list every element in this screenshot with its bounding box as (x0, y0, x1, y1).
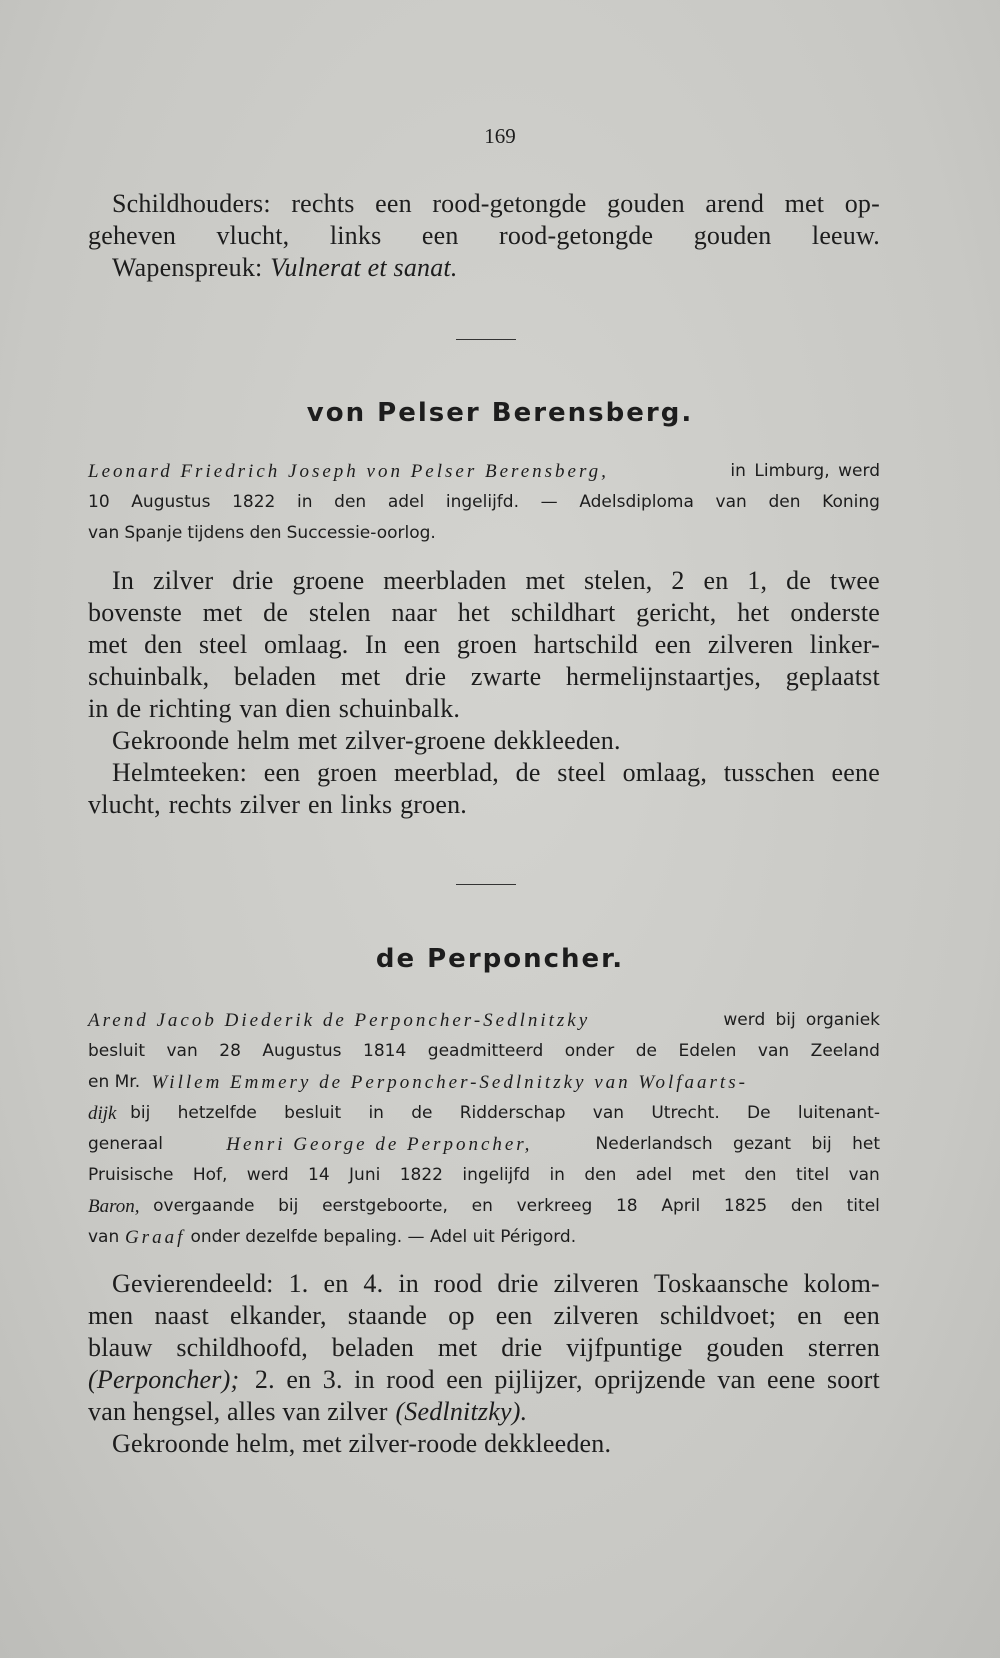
word: drie (497, 1269, 539, 1298)
section1-body (88, 565, 880, 821)
word: en (307, 790, 333, 819)
word: soort (826, 1365, 880, 1394)
word: omlaag, (622, 758, 708, 787)
word: In (112, 566, 135, 595)
word: de (411, 1103, 433, 1123)
text-run: Gekroonde helm, met zilver-roode dekkleeden. (112, 1429, 612, 1458)
word: dekkleeden. (493, 726, 621, 755)
word: in (730, 461, 746, 481)
section2-body-cont (88, 1364, 880, 1460)
word: Augustus (262, 1041, 342, 1061)
word: van (848, 1165, 880, 1185)
section1-intro (88, 456, 880, 549)
word: schildhart (510, 598, 616, 627)
section2-intro (88, 1005, 880, 1253)
word: van (239, 694, 278, 723)
word: op- (844, 189, 880, 218)
word: Schildhouders: (112, 189, 271, 218)
text-run (723, 1005, 880, 1036)
word: steel (557, 758, 606, 787)
section-title-perponcher: de Perponcher. (375, 944, 625, 974)
word: den (144, 630, 183, 659)
word: overgaande (153, 1196, 255, 1216)
word: het (737, 598, 770, 627)
word: 14 (308, 1165, 330, 1185)
text-line (88, 1364, 880, 1396)
word: zilveren (553, 1269, 639, 1298)
text-run: van (88, 1227, 120, 1247)
word: rood-getongde (499, 221, 654, 250)
word: den (790, 1196, 823, 1216)
section-divider (456, 884, 516, 885)
word: van (715, 492, 747, 512)
word: een (495, 1301, 533, 1330)
word: Pruisische (88, 1165, 174, 1185)
word: Limburg, (754, 461, 830, 481)
word: elkander, (229, 1301, 327, 1330)
text-run (153, 1191, 880, 1222)
text-line (88, 1036, 880, 1067)
word: organiek (805, 1010, 880, 1030)
word: oprijzende (594, 1365, 706, 1394)
text-run: en Mr. (88, 1072, 141, 1092)
word: schuinbalk, (88, 662, 210, 691)
word: Juni (349, 1165, 381, 1185)
word: den (584, 1165, 617, 1185)
text-run (255, 1364, 880, 1396)
word: kolom- (803, 1269, 880, 1298)
text-line (88, 1222, 880, 1253)
word: titel (846, 1196, 880, 1216)
word: groen (317, 758, 378, 787)
word: geplaatst (785, 662, 880, 691)
person-name: Henri George de Perponcher, (226, 1134, 533, 1155)
text-line (88, 1067, 880, 1098)
title-name: Graaf (124, 1227, 186, 1248)
word: links (329, 221, 382, 250)
word: in (549, 1165, 565, 1185)
text-line (88, 1428, 880, 1460)
text-line (88, 597, 880, 629)
word: vlucht, (88, 790, 161, 819)
word: eene (767, 1365, 816, 1394)
word: rood (433, 1269, 483, 1298)
person-name: Leonard Friedrich Joseph von Pelser Berensberg, (88, 461, 609, 482)
word: met (525, 566, 566, 595)
text-line (88, 565, 880, 597)
word: zilveren (707, 630, 794, 659)
word: Spanje (124, 523, 183, 543)
word: Helmteeken: (112, 758, 248, 787)
word: 2. (254, 1365, 275, 1394)
motto-text: Vulnerat et sanat. (270, 253, 458, 282)
word: tijdens (187, 523, 245, 543)
word: naar (391, 598, 437, 627)
text-line (88, 487, 880, 518)
word: schildvoet; (659, 1301, 777, 1330)
word: drie (501, 1333, 543, 1362)
word: schildhoofd, (176, 1333, 308, 1362)
word: onder (564, 1041, 615, 1061)
word: staande (347, 1301, 428, 1330)
word: April (661, 1196, 701, 1216)
text-run: (Perponcher); (88, 1365, 240, 1394)
word: den (249, 523, 282, 543)
word: met (437, 1333, 478, 1362)
word: met (691, 1165, 726, 1185)
word: een (843, 1301, 880, 1330)
text-run (596, 1129, 880, 1160)
text-run (730, 456, 880, 487)
word: vijfpuntige (566, 1333, 683, 1362)
word: 1825 (723, 1196, 768, 1216)
word: gezant (733, 1134, 792, 1154)
word: een (654, 630, 692, 659)
word: rood-getongde (432, 189, 587, 218)
word: sterren (807, 1333, 880, 1362)
word: 28 (219, 1041, 241, 1061)
word: geheven (88, 221, 177, 250)
word: meerblad, (393, 758, 499, 787)
word: Hof, (192, 1165, 228, 1185)
word: de (116, 694, 142, 723)
word: van (166, 1041, 198, 1061)
word: Edelen (678, 1041, 737, 1061)
text-line (88, 1005, 880, 1036)
word: tusschen (723, 758, 815, 787)
text-line (88, 1129, 880, 1160)
word: van (88, 523, 120, 543)
word: van (717, 1365, 756, 1394)
word: met (297, 726, 338, 755)
word: bovenste (88, 598, 183, 627)
word: besluit (88, 1041, 145, 1061)
word: Ridderschap (459, 1103, 566, 1123)
text-run: (Sedlnitzky). (395, 1397, 528, 1426)
word: De (747, 1103, 771, 1123)
word: richting (149, 694, 232, 723)
word: een (263, 758, 301, 787)
word: 2 (671, 566, 685, 595)
word: naast (154, 1301, 209, 1330)
text-line (88, 693, 880, 725)
word: 10 (88, 492, 110, 512)
word: linker- (809, 630, 880, 659)
word: Gekroonde (112, 726, 230, 755)
word: met (88, 630, 128, 659)
word: drie (405, 662, 447, 691)
word: hetzelfde (177, 1103, 257, 1123)
word: bij (811, 1134, 832, 1154)
word: ingelijfd. (445, 492, 519, 512)
word: Koning (822, 492, 880, 512)
word: 3. (322, 1365, 343, 1394)
word: Augustus (131, 492, 211, 512)
word: Successie-oorlog. (286, 523, 436, 543)
title-name: Baron, (88, 1196, 140, 1217)
word: steel (198, 630, 248, 659)
word: onderste (790, 598, 880, 627)
word: zilveren (553, 1301, 639, 1330)
word: den (744, 1165, 777, 1185)
word: en (286, 1365, 312, 1394)
motto-label: Wapenspreuk: (112, 253, 263, 282)
text-line (88, 661, 880, 693)
word: In (365, 630, 388, 659)
intro-paragraph (88, 188, 880, 284)
word: rood (386, 1365, 435, 1394)
word: de (263, 598, 289, 627)
word: adel (387, 492, 425, 512)
text-line (88, 1396, 880, 1428)
word: werd (246, 1165, 289, 1185)
word: bij (278, 1196, 299, 1216)
word: eene (831, 758, 880, 787)
word: Toskaansche (653, 1269, 789, 1298)
word: in (297, 492, 313, 512)
word: beladen (331, 1333, 415, 1362)
word: 1822 (399, 1165, 443, 1185)
word: zwarte (470, 662, 542, 691)
word: hermelijnstaartjes, (565, 662, 762, 691)
word: geadmitteerd (427, 1041, 544, 1061)
text-line (88, 629, 880, 661)
word: het (457, 598, 491, 627)
word: beladen (233, 662, 317, 691)
word: gouden (693, 221, 772, 250)
word: Gevierendeeld: (112, 1269, 274, 1298)
word: helm (237, 726, 290, 755)
word: in (398, 1269, 419, 1298)
word: titel (795, 1165, 830, 1185)
word: gericht, (636, 598, 717, 627)
word: stelen (308, 598, 371, 627)
word: rechts (168, 790, 232, 819)
word: groen (456, 630, 518, 659)
word: Adelsdiploma (579, 492, 694, 512)
word: verkreeg (516, 1196, 593, 1216)
person-name: Willem Emmery de Perponcher-Sedlnitzky van Wolfaarts- (151, 1072, 748, 1093)
text-run: generaal (88, 1134, 164, 1154)
text-line (88, 1160, 880, 1191)
word: de (515, 758, 541, 787)
word: 4. (363, 1269, 384, 1298)
word: blauw (88, 1333, 153, 1362)
word: den (768, 492, 801, 512)
word: omlaag. (264, 630, 349, 659)
text-line (88, 789, 880, 821)
word: met (340, 662, 381, 691)
word: en (797, 1301, 823, 1330)
motto-line (88, 252, 880, 284)
person-name: Arend Jacob Diederik de Perponcher-Sedlnitzky (88, 1010, 591, 1031)
text-run (130, 1098, 880, 1129)
word: meerbladen (383, 566, 507, 595)
word: links (340, 790, 393, 819)
word: schuinbalk. (338, 694, 461, 723)
text-line (88, 1098, 880, 1129)
word: en (703, 566, 729, 595)
word: met (202, 598, 243, 627)
text-line (88, 518, 880, 549)
text-line (88, 1191, 880, 1222)
word: werd (723, 1010, 766, 1030)
word: zilver-groene (345, 726, 486, 755)
word: eerstgeboorte, (322, 1196, 448, 1216)
word: in (354, 1365, 375, 1394)
word: met (784, 189, 825, 218)
word: een (375, 189, 412, 218)
word: gouden (706, 1333, 785, 1362)
word: twee (830, 566, 880, 595)
word: luitenant- (797, 1103, 880, 1123)
text-line (88, 188, 880, 220)
text-line (88, 456, 880, 487)
word: van (757, 1041, 790, 1061)
word: 1, (747, 566, 768, 595)
word: stelen, (583, 566, 653, 595)
word: hartschild (533, 630, 639, 659)
word: ingelijfd (462, 1165, 531, 1185)
text-run: van hengsel, alles van zilver (88, 1397, 388, 1426)
word: Nederlandsch (595, 1134, 713, 1154)
word: een (446, 1365, 483, 1394)
word: besluit (284, 1103, 342, 1123)
word: de (786, 566, 812, 595)
word: Utrecht. (651, 1103, 720, 1123)
word: 1822 (232, 492, 276, 512)
word: pijlijzer, (494, 1365, 583, 1394)
word: zilver (239, 790, 301, 819)
section-title-pelser: von Pelser Berensberg. (306, 398, 694, 428)
word: op (448, 1301, 475, 1330)
text-line (88, 725, 880, 757)
word: groen. (400, 790, 467, 819)
word: vlucht, (216, 221, 290, 250)
word: drie (232, 566, 274, 595)
section-divider (456, 339, 516, 340)
word: adel (635, 1165, 673, 1185)
text-line (88, 1300, 880, 1332)
text-run: onder dezelfde bepaling. — Adel uit Périgord. (190, 1227, 577, 1247)
word: bij (130, 1103, 151, 1123)
word: het (852, 1134, 880, 1154)
word: rechts (291, 189, 355, 218)
word: van (592, 1103, 625, 1123)
word: een (403, 630, 441, 659)
word: een (421, 221, 459, 250)
word: in (88, 694, 109, 723)
word: gouden (607, 189, 685, 218)
word: 1. (288, 1269, 309, 1298)
word: dien (285, 694, 331, 723)
word: Zeeland (810, 1041, 880, 1061)
word: arend (705, 189, 765, 218)
word: men (88, 1301, 134, 1330)
word: werd (838, 461, 880, 481)
text-line (88, 220, 880, 252)
word: 1814 (363, 1041, 407, 1061)
text-line (88, 1332, 880, 1364)
word: den (334, 492, 367, 512)
text-line (88, 1268, 880, 1300)
word: groene (292, 566, 365, 595)
word: en (323, 1269, 349, 1298)
text-line (88, 757, 880, 789)
word: in (368, 1103, 384, 1123)
word: leeuw. (811, 221, 880, 250)
person-name: dijk (88, 1103, 117, 1124)
word: de (635, 1041, 657, 1061)
word: en (471, 1196, 493, 1216)
word: bij (775, 1010, 796, 1030)
page-number: 169 (484, 124, 516, 148)
section2-body (88, 1268, 880, 1364)
word: — (540, 492, 558, 512)
word: 18 (615, 1196, 638, 1216)
word: zilver (152, 566, 214, 595)
